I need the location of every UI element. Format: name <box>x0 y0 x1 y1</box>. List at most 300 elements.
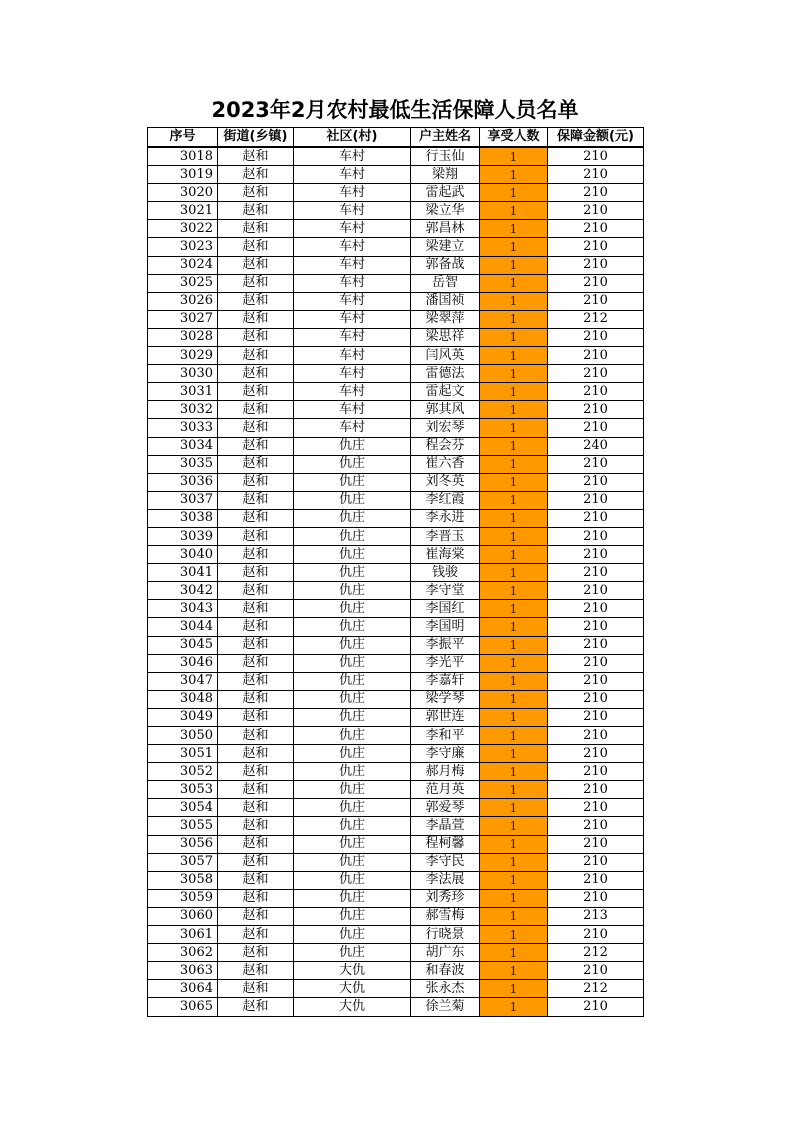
cell-id: 3036 <box>148 473 218 491</box>
table-row <box>148 654 644 672</box>
cell-count: 1 <box>480 672 548 690</box>
cell-street: 赵和 <box>218 690 294 708</box>
cell-id: 3042 <box>148 582 218 600</box>
cell-village: 车村 <box>294 166 411 184</box>
cell-name: 雷起武 <box>411 184 480 202</box>
cell-count: 1 <box>480 147 548 166</box>
table-row <box>148 763 644 781</box>
cell-village: 车村 <box>294 419 411 437</box>
table-row <box>148 907 644 925</box>
cell-street: 赵和 <box>218 636 294 654</box>
cell-street: 赵和 <box>218 274 294 292</box>
cell-amount: 210 <box>548 274 644 292</box>
cell-street: 赵和 <box>218 527 294 545</box>
cell-street: 赵和 <box>218 473 294 491</box>
cell-id: 3035 <box>148 455 218 473</box>
cell-name: 行晓景 <box>411 926 480 944</box>
cell-amount: 210 <box>548 473 644 491</box>
cell-street: 赵和 <box>218 509 294 527</box>
cell-count: 1 <box>480 944 548 962</box>
cell-street: 赵和 <box>218 817 294 835</box>
cell-count: 1 <box>480 437 548 455</box>
cell-village: 仇庄 <box>294 690 411 708</box>
header-row <box>148 128 644 148</box>
cell-count: 1 <box>480 401 548 419</box>
cell-amount: 210 <box>548 491 644 509</box>
cell-amount: 240 <box>548 437 644 455</box>
cell-village: 仇庄 <box>294 473 411 491</box>
cell-name: 刘秀珍 <box>411 889 480 907</box>
cell-id: 3049 <box>148 708 218 726</box>
cell-count: 1 <box>480 166 548 184</box>
cell-street: 赵和 <box>218 654 294 672</box>
cell-name: 郭昌林 <box>411 220 480 238</box>
cell-name: 梁思祥 <box>411 328 480 346</box>
cell-village: 车村 <box>294 274 411 292</box>
cell-village: 车村 <box>294 347 411 365</box>
cell-count: 1 <box>480 926 548 944</box>
cell-count: 1 <box>480 853 548 871</box>
cell-amount: 210 <box>548 365 644 383</box>
cell-name: 李晶萱 <box>411 817 480 835</box>
table-row <box>148 926 644 944</box>
cell-count: 1 <box>480 419 548 437</box>
cell-amount: 210 <box>548 763 644 781</box>
cell-name: 李振平 <box>411 636 480 654</box>
table-row <box>148 835 644 853</box>
cell-amount: 210 <box>548 256 644 274</box>
cell-id: 3029 <box>148 347 218 365</box>
cell-amount: 210 <box>548 727 644 745</box>
col-header-id: 序号 <box>148 128 218 148</box>
cell-id: 3055 <box>148 817 218 835</box>
cell-id: 3052 <box>148 763 218 781</box>
cell-name: 徐兰菊 <box>411 998 480 1016</box>
cell-count: 1 <box>480 564 548 582</box>
cell-count: 1 <box>480 600 548 618</box>
cell-count: 1 <box>480 238 548 256</box>
cell-id: 3063 <box>148 962 218 980</box>
cell-count: 1 <box>480 455 548 473</box>
cell-amount: 210 <box>548 564 644 582</box>
cell-id: 3033 <box>148 419 218 437</box>
cell-street: 赵和 <box>218 220 294 238</box>
table-row <box>148 962 644 980</box>
cell-street: 赵和 <box>218 437 294 455</box>
cell-village: 仇庄 <box>294 600 411 618</box>
cell-amount: 210 <box>548 708 644 726</box>
cell-amount: 212 <box>548 944 644 962</box>
cell-count: 1 <box>480 962 548 980</box>
cell-amount: 210 <box>548 781 644 799</box>
cell-amount: 210 <box>548 853 644 871</box>
table-row <box>148 365 644 383</box>
table-row <box>148 690 644 708</box>
cell-street: 赵和 <box>218 582 294 600</box>
cell-id: 3064 <box>148 980 218 998</box>
cell-amount: 210 <box>548 347 644 365</box>
cell-count: 1 <box>480 383 548 401</box>
page-title: 2023年2月农村最低生活保障人员名单 <box>211 98 579 122</box>
cell-count: 1 <box>480 618 548 636</box>
cell-amount: 210 <box>548 998 644 1016</box>
cell-amount: 210 <box>548 618 644 636</box>
cell-id: 3050 <box>148 727 218 745</box>
cell-id: 3021 <box>148 202 218 220</box>
cell-amount: 210 <box>548 636 644 654</box>
cell-count: 1 <box>480 274 548 292</box>
cell-name: 郭其风 <box>411 401 480 419</box>
cell-name: 和春波 <box>411 962 480 980</box>
table-row <box>148 944 644 962</box>
table-row <box>148 473 644 491</box>
cell-name: 梁学琴 <box>411 690 480 708</box>
cell-amount: 210 <box>548 745 644 763</box>
cell-name: 钱骏 <box>411 564 480 582</box>
table-row <box>148 799 644 817</box>
cell-count: 1 <box>480 763 548 781</box>
cell-id: 3039 <box>148 527 218 545</box>
cell-street: 赵和 <box>218 256 294 274</box>
cell-amount: 210 <box>548 401 644 419</box>
cell-amount: 210 <box>548 509 644 527</box>
cell-street: 赵和 <box>218 853 294 871</box>
cell-village: 车村 <box>294 256 411 274</box>
cell-id: 3048 <box>148 690 218 708</box>
cell-street: 赵和 <box>218 546 294 564</box>
table-row <box>148 781 644 799</box>
table-row <box>148 509 644 527</box>
table-row <box>148 871 644 889</box>
table-row <box>148 202 644 220</box>
cell-street: 赵和 <box>218 835 294 853</box>
col-header-name: 户主姓名 <box>411 128 480 148</box>
cell-village: 仇庄 <box>294 907 411 925</box>
cell-street: 赵和 <box>218 907 294 925</box>
cell-street: 赵和 <box>218 672 294 690</box>
table-row <box>148 419 644 437</box>
cell-name: 张永杰 <box>411 980 480 998</box>
cell-street: 赵和 <box>218 708 294 726</box>
cell-id: 3060 <box>148 907 218 925</box>
cell-count: 1 <box>480 202 548 220</box>
cell-name: 潘国祯 <box>411 292 480 310</box>
cell-village: 仇庄 <box>294 509 411 527</box>
cell-village: 仇庄 <box>294 799 411 817</box>
cell-id: 3062 <box>148 944 218 962</box>
cell-id: 3058 <box>148 871 218 889</box>
cell-id: 3061 <box>148 926 218 944</box>
cell-id: 3065 <box>148 998 218 1016</box>
cell-name: 梁立华 <box>411 202 480 220</box>
table-body <box>148 147 644 1016</box>
cell-village: 车村 <box>294 220 411 238</box>
cell-street: 赵和 <box>218 365 294 383</box>
cell-name: 范月英 <box>411 781 480 799</box>
cell-street: 赵和 <box>218 600 294 618</box>
cell-name: 程会芬 <box>411 437 480 455</box>
cell-amount: 210 <box>548 871 644 889</box>
cell-village: 车村 <box>294 202 411 220</box>
cell-id: 3059 <box>148 889 218 907</box>
table-row <box>148 347 644 365</box>
cell-id: 3046 <box>148 654 218 672</box>
cell-name: 郝雪梅 <box>411 907 480 925</box>
cell-village: 仇庄 <box>294 745 411 763</box>
cell-village: 仇庄 <box>294 582 411 600</box>
cell-id: 3041 <box>148 564 218 582</box>
cell-amount: 210 <box>548 835 644 853</box>
table-row <box>148 437 644 455</box>
cell-village: 车村 <box>294 292 411 310</box>
table-row <box>148 147 644 166</box>
cell-street: 赵和 <box>218 202 294 220</box>
table-row <box>148 582 644 600</box>
cell-id: 3018 <box>148 147 218 166</box>
table-row <box>148 998 644 1016</box>
cell-village: 大仇 <box>294 998 411 1016</box>
cell-village: 车村 <box>294 310 411 328</box>
table-row <box>148 401 644 419</box>
cell-id: 3040 <box>148 546 218 564</box>
cell-id: 3045 <box>148 636 218 654</box>
cell-street: 赵和 <box>218 328 294 346</box>
cell-street: 赵和 <box>218 419 294 437</box>
cell-name: 崔海棠 <box>411 546 480 564</box>
cell-name: 李晋玉 <box>411 527 480 545</box>
cell-name: 李守廉 <box>411 745 480 763</box>
cell-amount: 213 <box>548 907 644 925</box>
cell-street: 赵和 <box>218 383 294 401</box>
cell-count: 1 <box>480 980 548 998</box>
cell-amount: 210 <box>548 799 644 817</box>
cell-street: 赵和 <box>218 491 294 509</box>
table-row <box>148 889 644 907</box>
table-row <box>148 383 644 401</box>
cell-name: 刘冬英 <box>411 473 480 491</box>
cell-amount: 210 <box>548 546 644 564</box>
cell-name: 郭世连 <box>411 708 480 726</box>
cell-street: 赵和 <box>218 347 294 365</box>
col-header-street: 街道(乡镇) <box>218 128 294 148</box>
roster-table <box>147 127 644 1017</box>
cell-name: 李红霞 <box>411 491 480 509</box>
cell-id: 3028 <box>148 328 218 346</box>
cell-name: 刘宏琴 <box>411 419 480 437</box>
table-row <box>148 238 644 256</box>
cell-street: 赵和 <box>218 889 294 907</box>
cell-id: 3025 <box>148 274 218 292</box>
cell-amount: 212 <box>548 310 644 328</box>
cell-village: 车村 <box>294 401 411 419</box>
cell-name: 雷德法 <box>411 365 480 383</box>
cell-id: 3023 <box>148 238 218 256</box>
table-row <box>148 310 644 328</box>
cell-id: 3019 <box>148 166 218 184</box>
table-row <box>148 600 644 618</box>
cell-name: 岳智 <box>411 274 480 292</box>
cell-amount: 210 <box>548 383 644 401</box>
cell-village: 大仇 <box>294 962 411 980</box>
col-header-count: 享受人数 <box>480 128 548 148</box>
cell-name: 梁建立 <box>411 238 480 256</box>
table-header <box>148 128 644 148</box>
table-row <box>148 328 644 346</box>
cell-name: 郭爱琴 <box>411 799 480 817</box>
cell-name: 李国红 <box>411 600 480 618</box>
cell-amount: 210 <box>548 419 644 437</box>
cell-street: 赵和 <box>218 564 294 582</box>
cell-street: 赵和 <box>218 455 294 473</box>
cell-amount: 212 <box>548 980 644 998</box>
cell-count: 1 <box>480 347 548 365</box>
cell-name: 李守民 <box>411 853 480 871</box>
cell-street: 赵和 <box>218 944 294 962</box>
cell-street: 赵和 <box>218 147 294 166</box>
cell-street: 赵和 <box>218 980 294 998</box>
cell-count: 1 <box>480 998 548 1016</box>
cell-amount: 210 <box>548 147 644 166</box>
cell-count: 1 <box>480 256 548 274</box>
cell-amount: 210 <box>548 582 644 600</box>
cell-count: 1 <box>480 690 548 708</box>
cell-id: 3037 <box>148 491 218 509</box>
cell-amount: 210 <box>548 328 644 346</box>
table-row <box>148 546 644 564</box>
table-row <box>148 564 644 582</box>
cell-village: 仇庄 <box>294 708 411 726</box>
cell-count: 1 <box>480 328 548 346</box>
cell-amount: 210 <box>548 220 644 238</box>
cell-village: 仇庄 <box>294 618 411 636</box>
cell-count: 1 <box>480 708 548 726</box>
cell-street: 赵和 <box>218 166 294 184</box>
cell-count: 1 <box>480 871 548 889</box>
cell-village: 仇庄 <box>294 781 411 799</box>
cell-id: 3026 <box>148 292 218 310</box>
cell-street: 赵和 <box>218 618 294 636</box>
cell-id: 3044 <box>148 618 218 636</box>
cell-village: 仇庄 <box>294 817 411 835</box>
cell-village: 仇庄 <box>294 889 411 907</box>
cell-village: 仇庄 <box>294 853 411 871</box>
cell-name: 崔六香 <box>411 455 480 473</box>
cell-id: 3020 <box>148 184 218 202</box>
table-row <box>148 672 644 690</box>
cell-id: 3053 <box>148 781 218 799</box>
table-row <box>148 708 644 726</box>
cell-name: 梁翠萍 <box>411 310 480 328</box>
cell-name: 李守堂 <box>411 582 480 600</box>
cell-street: 赵和 <box>218 781 294 799</box>
table-row <box>148 980 644 998</box>
cell-count: 1 <box>480 365 548 383</box>
cell-village: 仇庄 <box>294 455 411 473</box>
cell-village: 仇庄 <box>294 437 411 455</box>
cell-village: 仇庄 <box>294 672 411 690</box>
cell-street: 赵和 <box>218 763 294 781</box>
table-row <box>148 636 644 654</box>
cell-village: 车村 <box>294 383 411 401</box>
cell-name: 郝月梅 <box>411 763 480 781</box>
cell-street: 赵和 <box>218 401 294 419</box>
cell-village: 车村 <box>294 184 411 202</box>
cell-count: 1 <box>480 582 548 600</box>
cell-id: 3024 <box>148 256 218 274</box>
cell-amount: 210 <box>548 889 644 907</box>
cell-name: 李法展 <box>411 871 480 889</box>
cell-id: 3038 <box>148 509 218 527</box>
cell-street: 赵和 <box>218 238 294 256</box>
cell-amount: 210 <box>548 690 644 708</box>
cell-count: 1 <box>480 799 548 817</box>
cell-village: 仇庄 <box>294 763 411 781</box>
cell-name: 李嘉轩 <box>411 672 480 690</box>
cell-name: 李光平 <box>411 654 480 672</box>
cell-name: 李国明 <box>411 618 480 636</box>
table-row <box>148 491 644 509</box>
table-row <box>148 292 644 310</box>
table-row <box>148 274 644 292</box>
cell-name: 闫风英 <box>411 347 480 365</box>
cell-village: 车村 <box>294 365 411 383</box>
cell-street: 赵和 <box>218 799 294 817</box>
cell-count: 1 <box>480 889 548 907</box>
cell-village: 车村 <box>294 238 411 256</box>
cell-amount: 210 <box>548 926 644 944</box>
cell-id: 3047 <box>148 672 218 690</box>
cell-count: 1 <box>480 817 548 835</box>
cell-count: 1 <box>480 292 548 310</box>
cell-amount: 210 <box>548 962 644 980</box>
cell-village: 仇庄 <box>294 636 411 654</box>
cell-village: 车村 <box>294 147 411 166</box>
table-row <box>148 727 644 745</box>
cell-village: 仇庄 <box>294 654 411 672</box>
cell-count: 1 <box>480 509 548 527</box>
table-row <box>148 256 644 274</box>
cell-street: 赵和 <box>218 998 294 1016</box>
cell-name: 梁翔 <box>411 166 480 184</box>
cell-count: 1 <box>480 310 548 328</box>
cell-id: 3031 <box>148 383 218 401</box>
cell-amount: 210 <box>548 600 644 618</box>
cell-village: 仇庄 <box>294 527 411 545</box>
cell-village: 仇庄 <box>294 564 411 582</box>
cell-count: 1 <box>480 745 548 763</box>
table-row <box>148 745 644 763</box>
cell-amount: 210 <box>548 202 644 220</box>
cell-count: 1 <box>480 781 548 799</box>
cell-street: 赵和 <box>218 292 294 310</box>
cell-street: 赵和 <box>218 310 294 328</box>
table-row <box>148 220 644 238</box>
cell-count: 1 <box>480 220 548 238</box>
cell-street: 赵和 <box>218 727 294 745</box>
cell-village: 车村 <box>294 328 411 346</box>
cell-amount: 210 <box>548 654 644 672</box>
table-row <box>148 618 644 636</box>
table-row <box>148 455 644 473</box>
cell-village: 仇庄 <box>294 871 411 889</box>
cell-id: 3056 <box>148 835 218 853</box>
cell-street: 赵和 <box>218 745 294 763</box>
cell-count: 1 <box>480 835 548 853</box>
cell-count: 1 <box>480 184 548 202</box>
cell-amount: 210 <box>548 292 644 310</box>
cell-count: 1 <box>480 546 548 564</box>
cell-id: 3030 <box>148 365 218 383</box>
